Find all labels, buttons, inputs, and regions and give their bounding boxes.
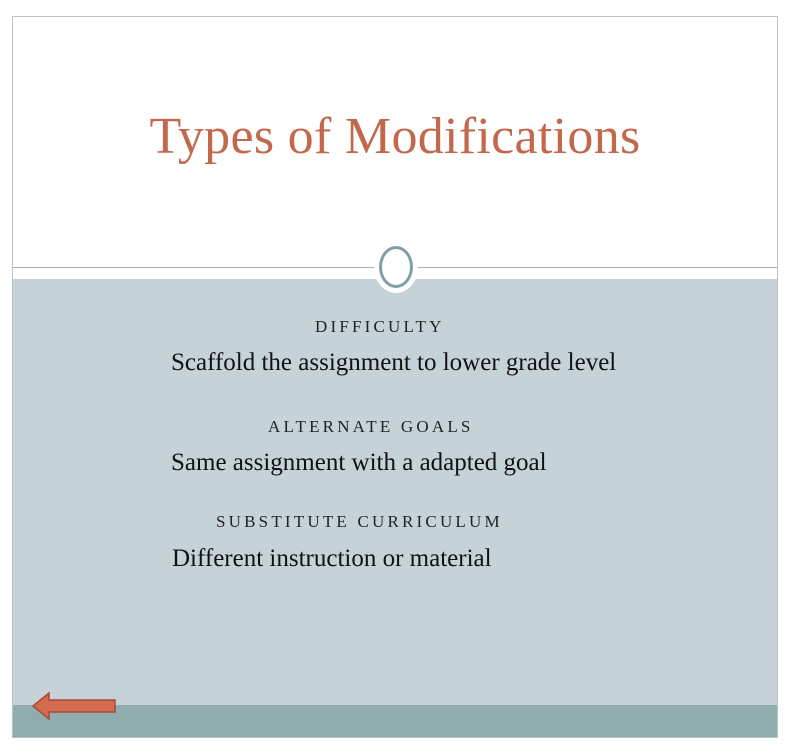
section-text-difficulty: Scaffold the assignment to lower grade level <box>171 349 617 376</box>
left-arrow-icon <box>32 692 118 720</box>
content-area <box>13 279 777 705</box>
back-button[interactable] <box>32 692 118 725</box>
section-heading-substitute-curriculum: SUBSTITUTE CURRICULUM <box>216 512 503 531</box>
slide <box>12 16 778 738</box>
section-text-substitute-curriculum: Different instruction or material <box>172 545 492 572</box>
section-heading-alternate-goals: ALTERNATE GOALS <box>268 417 474 436</box>
title-area <box>13 17 777 267</box>
divider-circle-icon <box>374 241 418 293</box>
divider-ring <box>379 246 413 288</box>
section-heading-difficulty: DIFFICULTY <box>315 317 445 336</box>
footer-bar <box>13 705 777 738</box>
slide-title: Types of Modifications <box>149 108 641 165</box>
section-text-alternate-goals: Same assignment with a adapted goal <box>171 449 547 476</box>
